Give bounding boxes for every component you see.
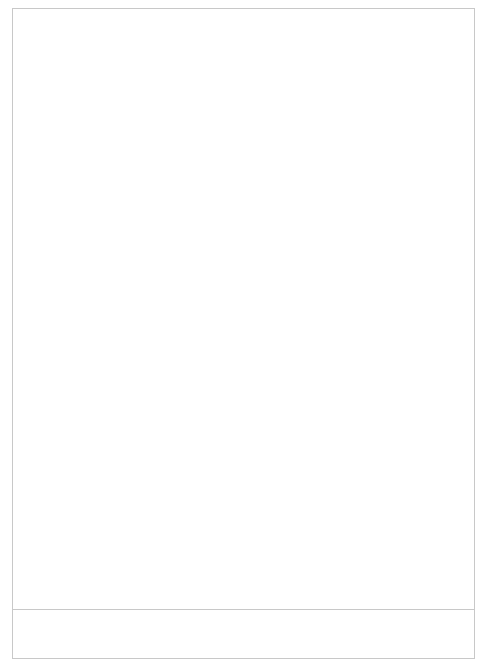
caption-box xyxy=(12,609,475,655)
